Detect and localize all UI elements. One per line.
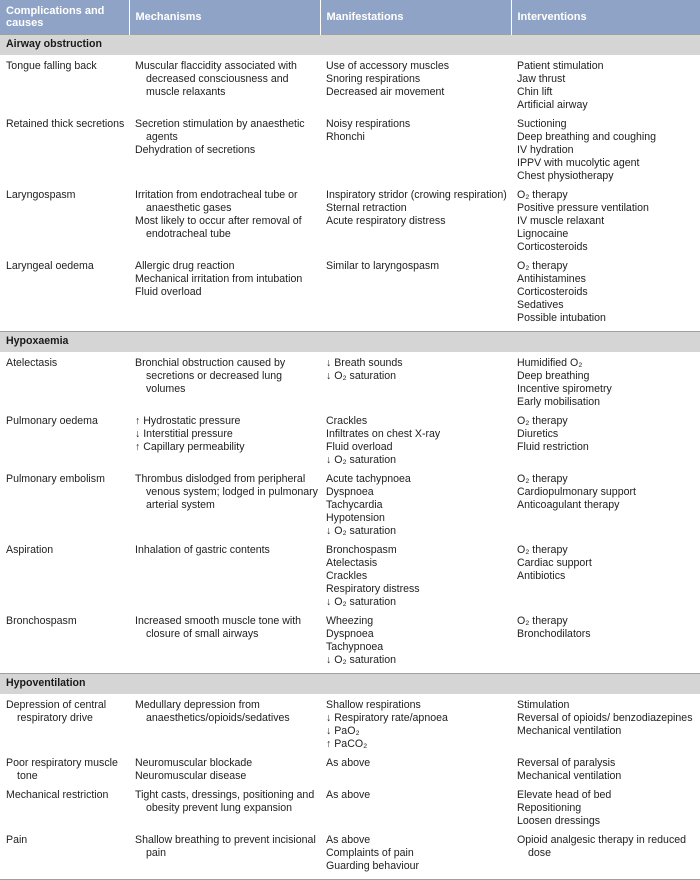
cause-cell [0, 757, 129, 789]
manifestations-line: Crackles [326, 570, 368, 582]
cause-cell [0, 189, 129, 260]
interventions-cell [511, 55, 700, 118]
interventions-line: Positive pressure ventilation [517, 202, 649, 214]
interventions-line: Anticoagulant therapy [517, 499, 620, 511]
interventions-cell [511, 415, 700, 473]
mechanisms-line: Increased smooth muscle tone with closure of small airways [135, 615, 302, 640]
manifestations-line: Similar to laryngospasm [326, 260, 440, 272]
interventions-cell [511, 189, 700, 260]
mechanisms-cell [129, 260, 320, 332]
mechanisms-cell [129, 55, 320, 118]
cause-line: Bronchospasm [6, 615, 77, 627]
manifestations-line: ↓ O₂ saturation [326, 525, 397, 537]
interventions-line: Humidified O₂ [517, 357, 583, 369]
manifestations-cell [320, 757, 511, 789]
mechanisms-line: ↓ Interstitial pressure [135, 428, 233, 440]
interventions-line: Chin lift [517, 86, 553, 98]
interventions-line: Reversal of opioids/ benzodiazepines [517, 712, 693, 724]
interventions-line: Reversal of paralysis [517, 757, 616, 769]
manifestations-line: ↓ O₂ saturation [326, 596, 397, 608]
cause-line: Tongue falling back [6, 60, 97, 72]
mechanisms-line: Thrombus dislodged from peripheral venous system; lodged in pulmonary arterial system [135, 473, 318, 511]
manifestations-line: Wheezing [326, 615, 374, 627]
manifestations-cell [320, 834, 511, 880]
interventions-cell [511, 473, 700, 544]
mechanisms-line: Allergic drug reaction [135, 260, 235, 272]
manifestations-line: Sternal retraction [326, 202, 407, 214]
cause-line: Mechanical restriction [6, 789, 109, 801]
manifestations-cell [320, 415, 511, 473]
interventions-line: Artificial airway [517, 99, 588, 111]
interventions-line: O₂ therapy [517, 473, 568, 485]
mechanisms-cell [129, 118, 320, 189]
interventions-line: Deep breathing and coughing [517, 131, 657, 143]
interventions-cell [511, 352, 700, 415]
mechanisms-cell [129, 473, 320, 544]
cause-cell [0, 544, 129, 615]
mechanisms-cell [129, 694, 320, 757]
manifestations-line: Tachypnoea [326, 641, 384, 653]
mechanisms-line: Medullary depression from anaesthetics/opioids/sedatives [135, 699, 290, 724]
manifestations-line: Shallow respirations [326, 699, 421, 711]
manifestations-line: Use of accessory muscles [326, 60, 450, 72]
mechanisms-cell [129, 834, 320, 880]
interventions-line: Fluid restriction [517, 441, 589, 453]
manifestations-line: Snoring respirations [326, 73, 421, 85]
interventions-line: Mechanical ventilation [517, 725, 622, 737]
table-header-row [0, 0, 700, 35]
table-row [0, 118, 700, 189]
cause-cell [0, 834, 129, 880]
section-title: Hypoxaemia [0, 332, 700, 353]
interventions-line: IV hydration [517, 144, 574, 156]
cause-cell [0, 415, 129, 473]
interventions-cell [511, 757, 700, 789]
manifestations-line: Dyspnoea [326, 486, 374, 498]
table-row [0, 615, 700, 674]
cause-cell [0, 694, 129, 757]
manifestations-line: Guarding behaviour [326, 860, 420, 872]
interventions-line: Elevate head of bed [517, 789, 612, 801]
mechanisms-cell [129, 415, 320, 473]
table-row [0, 544, 700, 615]
interventions-line: Early mobilisation [517, 396, 601, 408]
section-header-row [0, 35, 700, 56]
table-row [0, 694, 700, 757]
interventions-line: Patient stimulation [517, 60, 604, 72]
mechanisms-line: Tight casts, dressings, positioning and obesity prevent lung expansion [135, 789, 315, 814]
manifestations-line: Hypotension [326, 512, 385, 524]
cause-line: Atelectasis [6, 357, 58, 369]
table-row [0, 757, 700, 789]
manifestations-cell [320, 615, 511, 674]
manifestations-line: Noisy respirations [326, 118, 411, 130]
mechanisms-line: Shallow breathing to prevent incisional pain [135, 834, 316, 859]
interventions-line: Suctioning [517, 118, 567, 130]
table-row [0, 415, 700, 473]
mechanisms-cell [129, 352, 320, 415]
mechanisms-line: Secretion stimulation by anaesthetic agents [135, 118, 305, 143]
interventions-cell [511, 615, 700, 674]
header-complications: Complications and causes [0, 0, 129, 35]
manifestations-line: Acute tachypnoea [326, 473, 411, 485]
mechanisms-cell [129, 789, 320, 834]
table-row [0, 55, 700, 118]
cause-cell [0, 473, 129, 544]
mechanisms-line: Dehydration of secretions [135, 144, 256, 156]
interventions-line: Cardiac support [517, 557, 592, 569]
mechanisms-cell [129, 615, 320, 674]
interventions-line: Jaw thrust [517, 73, 566, 85]
mechanisms-line: ↑ Capillary permeability [135, 441, 245, 453]
cause-line: Aspiration [6, 544, 54, 556]
manifestations-line: Decreased air movement [326, 86, 445, 98]
cause-cell [0, 615, 129, 674]
interventions-cell [511, 834, 700, 880]
table-row [0, 260, 700, 332]
manifestations-cell [320, 189, 511, 260]
cause-line: Laryngeal oedema [6, 260, 94, 272]
manifestations-cell [320, 694, 511, 757]
manifestations-line: Dyspnoea [326, 628, 374, 640]
interventions-line: Lignocaine [517, 228, 569, 240]
table-row [0, 789, 700, 834]
interventions-line: Diuretics [517, 428, 559, 440]
mechanisms-line: Inhalation of gastric contents [135, 544, 270, 556]
interventions-line: Corticosteroids [517, 286, 588, 298]
manifestations-line: Tachycardia [326, 499, 383, 511]
manifestations-cell [320, 118, 511, 189]
interventions-line: Antihistamines [517, 273, 586, 285]
manifestations-line: As above [326, 757, 371, 769]
cause-cell [0, 118, 129, 189]
manifestations-cell [320, 260, 511, 332]
table-body [0, 35, 700, 880]
cause-line: Laryngospasm [6, 189, 76, 201]
section-title: Airway obstruction [0, 35, 700, 56]
manifestations-line: ↓ Breath sounds [326, 357, 403, 369]
interventions-line: Corticosteroids [517, 241, 588, 253]
interventions-line: Opioid analgesic therapy in reduced dose [517, 834, 687, 859]
manifestations-cell [320, 473, 511, 544]
manifestations-line: Respiratory distress [326, 583, 420, 595]
mechanisms-cell [129, 189, 320, 260]
section-title: Hypoventilation [0, 674, 700, 695]
manifestations-line: Rhonchi [326, 131, 365, 143]
mechanisms-line: Muscular flaccidity associated with decreased consciousness and muscle relaxants [135, 60, 297, 98]
manifestations-line: As above [326, 789, 371, 801]
interventions-line: O₂ therapy [517, 615, 568, 627]
interventions-line: IV muscle relaxant [517, 215, 605, 227]
manifestations-cell [320, 55, 511, 118]
interventions-line: Loosen dressings [517, 815, 601, 827]
interventions-cell [511, 789, 700, 834]
header-mechanisms: Mechanisms [129, 0, 320, 35]
interventions-line: O₂ therapy [517, 260, 568, 272]
interventions-line: O₂ therapy [517, 415, 568, 427]
manifestations-line: Crackles [326, 415, 368, 427]
section-header-row [0, 332, 700, 353]
table-row [0, 834, 700, 880]
mechanisms-line: Neuromuscular blockade [135, 757, 253, 769]
interventions-line: Repositioning [517, 802, 582, 814]
mechanisms-line: Most likely to occur after removal of endotracheal tube [135, 215, 302, 240]
header-interventions: Interventions [511, 0, 700, 35]
manifestations-line: ↓ PaO₂ [326, 725, 360, 737]
interventions-line: Deep breathing [517, 370, 590, 382]
mechanisms-line: Mechanical irritation from intubation [135, 273, 303, 285]
mechanisms-cell [129, 544, 320, 615]
cause-line: Retained thick secretions [6, 118, 125, 130]
table-row [0, 352, 700, 415]
cause-cell [0, 260, 129, 332]
manifestations-line: ↓ O₂ saturation [326, 370, 397, 382]
cause-line: Pulmonary oedema [6, 415, 98, 427]
interventions-line: Possible intubation [517, 312, 606, 324]
manifestations-line: Bronchospasm [326, 544, 397, 556]
interventions-cell [511, 544, 700, 615]
manifestations-line: Fluid overload [326, 441, 393, 453]
interventions-cell [511, 260, 700, 332]
table-row [0, 189, 700, 260]
interventions-line: O₂ therapy [517, 189, 568, 201]
manifestations-line: ↓ O₂ saturation [326, 654, 397, 666]
manifestations-cell [320, 544, 511, 615]
manifestations-line: ↓ Respiratory rate/apnoea [326, 712, 448, 724]
interventions-line: O₂ therapy [517, 544, 568, 556]
mechanisms-line: Neuromuscular disease [135, 770, 247, 782]
interventions-cell [511, 694, 700, 757]
mechanisms-line: Bronchial obstruction caused by secretions or decreased lung volumes [135, 357, 286, 395]
manifestations-cell [320, 352, 511, 415]
cause-line: Poor respiratory muscle tone [6, 757, 118, 782]
interventions-line: Incentive spirometry [517, 383, 612, 395]
manifestations-cell [320, 789, 511, 834]
cause-cell [0, 55, 129, 118]
interventions-line: Cardiopulmonary support [517, 486, 636, 498]
manifestations-line: Complaints of pain [326, 847, 414, 859]
section-header-row [0, 674, 700, 695]
cause-cell [0, 352, 129, 415]
manifestations-line: Inspiratory stridor (crowing respiration) [326, 189, 507, 201]
interventions-line: Antibiotics [517, 570, 566, 582]
manifestations-line: ↑ PaCO₂ [326, 738, 368, 750]
manifestations-line: As above [326, 834, 371, 846]
cause-line: Pain [6, 834, 28, 846]
cause-cell [0, 789, 129, 834]
interventions-line: Chest physiotherapy [517, 170, 614, 182]
cause-line: Pulmonary embolism [6, 473, 105, 485]
manifestations-line: Acute respiratory distress [326, 215, 446, 227]
mechanisms-line: Irritation from endotracheal tube or anaesthetic gases [135, 189, 298, 214]
table-row [0, 473, 700, 544]
interventions-line: IPPV with mucolytic agent [517, 157, 640, 169]
interventions-line: Sedatives [517, 299, 564, 311]
manifestations-line: Atelectasis [326, 557, 378, 569]
cause-line: Depression of central respiratory drive [6, 699, 107, 724]
mechanisms-line: ↑ Hydrostatic pressure [135, 415, 241, 427]
manifestations-line: ↓ O₂ saturation [326, 454, 397, 466]
interventions-line: Stimulation [517, 699, 570, 711]
header-manifestations: Manifestations [320, 0, 511, 35]
interventions-cell [511, 118, 700, 189]
interventions-line: Mechanical ventilation [517, 770, 622, 782]
mechanisms-cell [129, 757, 320, 789]
mechanisms-line: Fluid overload [135, 286, 202, 298]
interventions-line: Bronchodilators [517, 628, 591, 640]
manifestations-line: Infiltrates on chest X-ray [326, 428, 441, 440]
